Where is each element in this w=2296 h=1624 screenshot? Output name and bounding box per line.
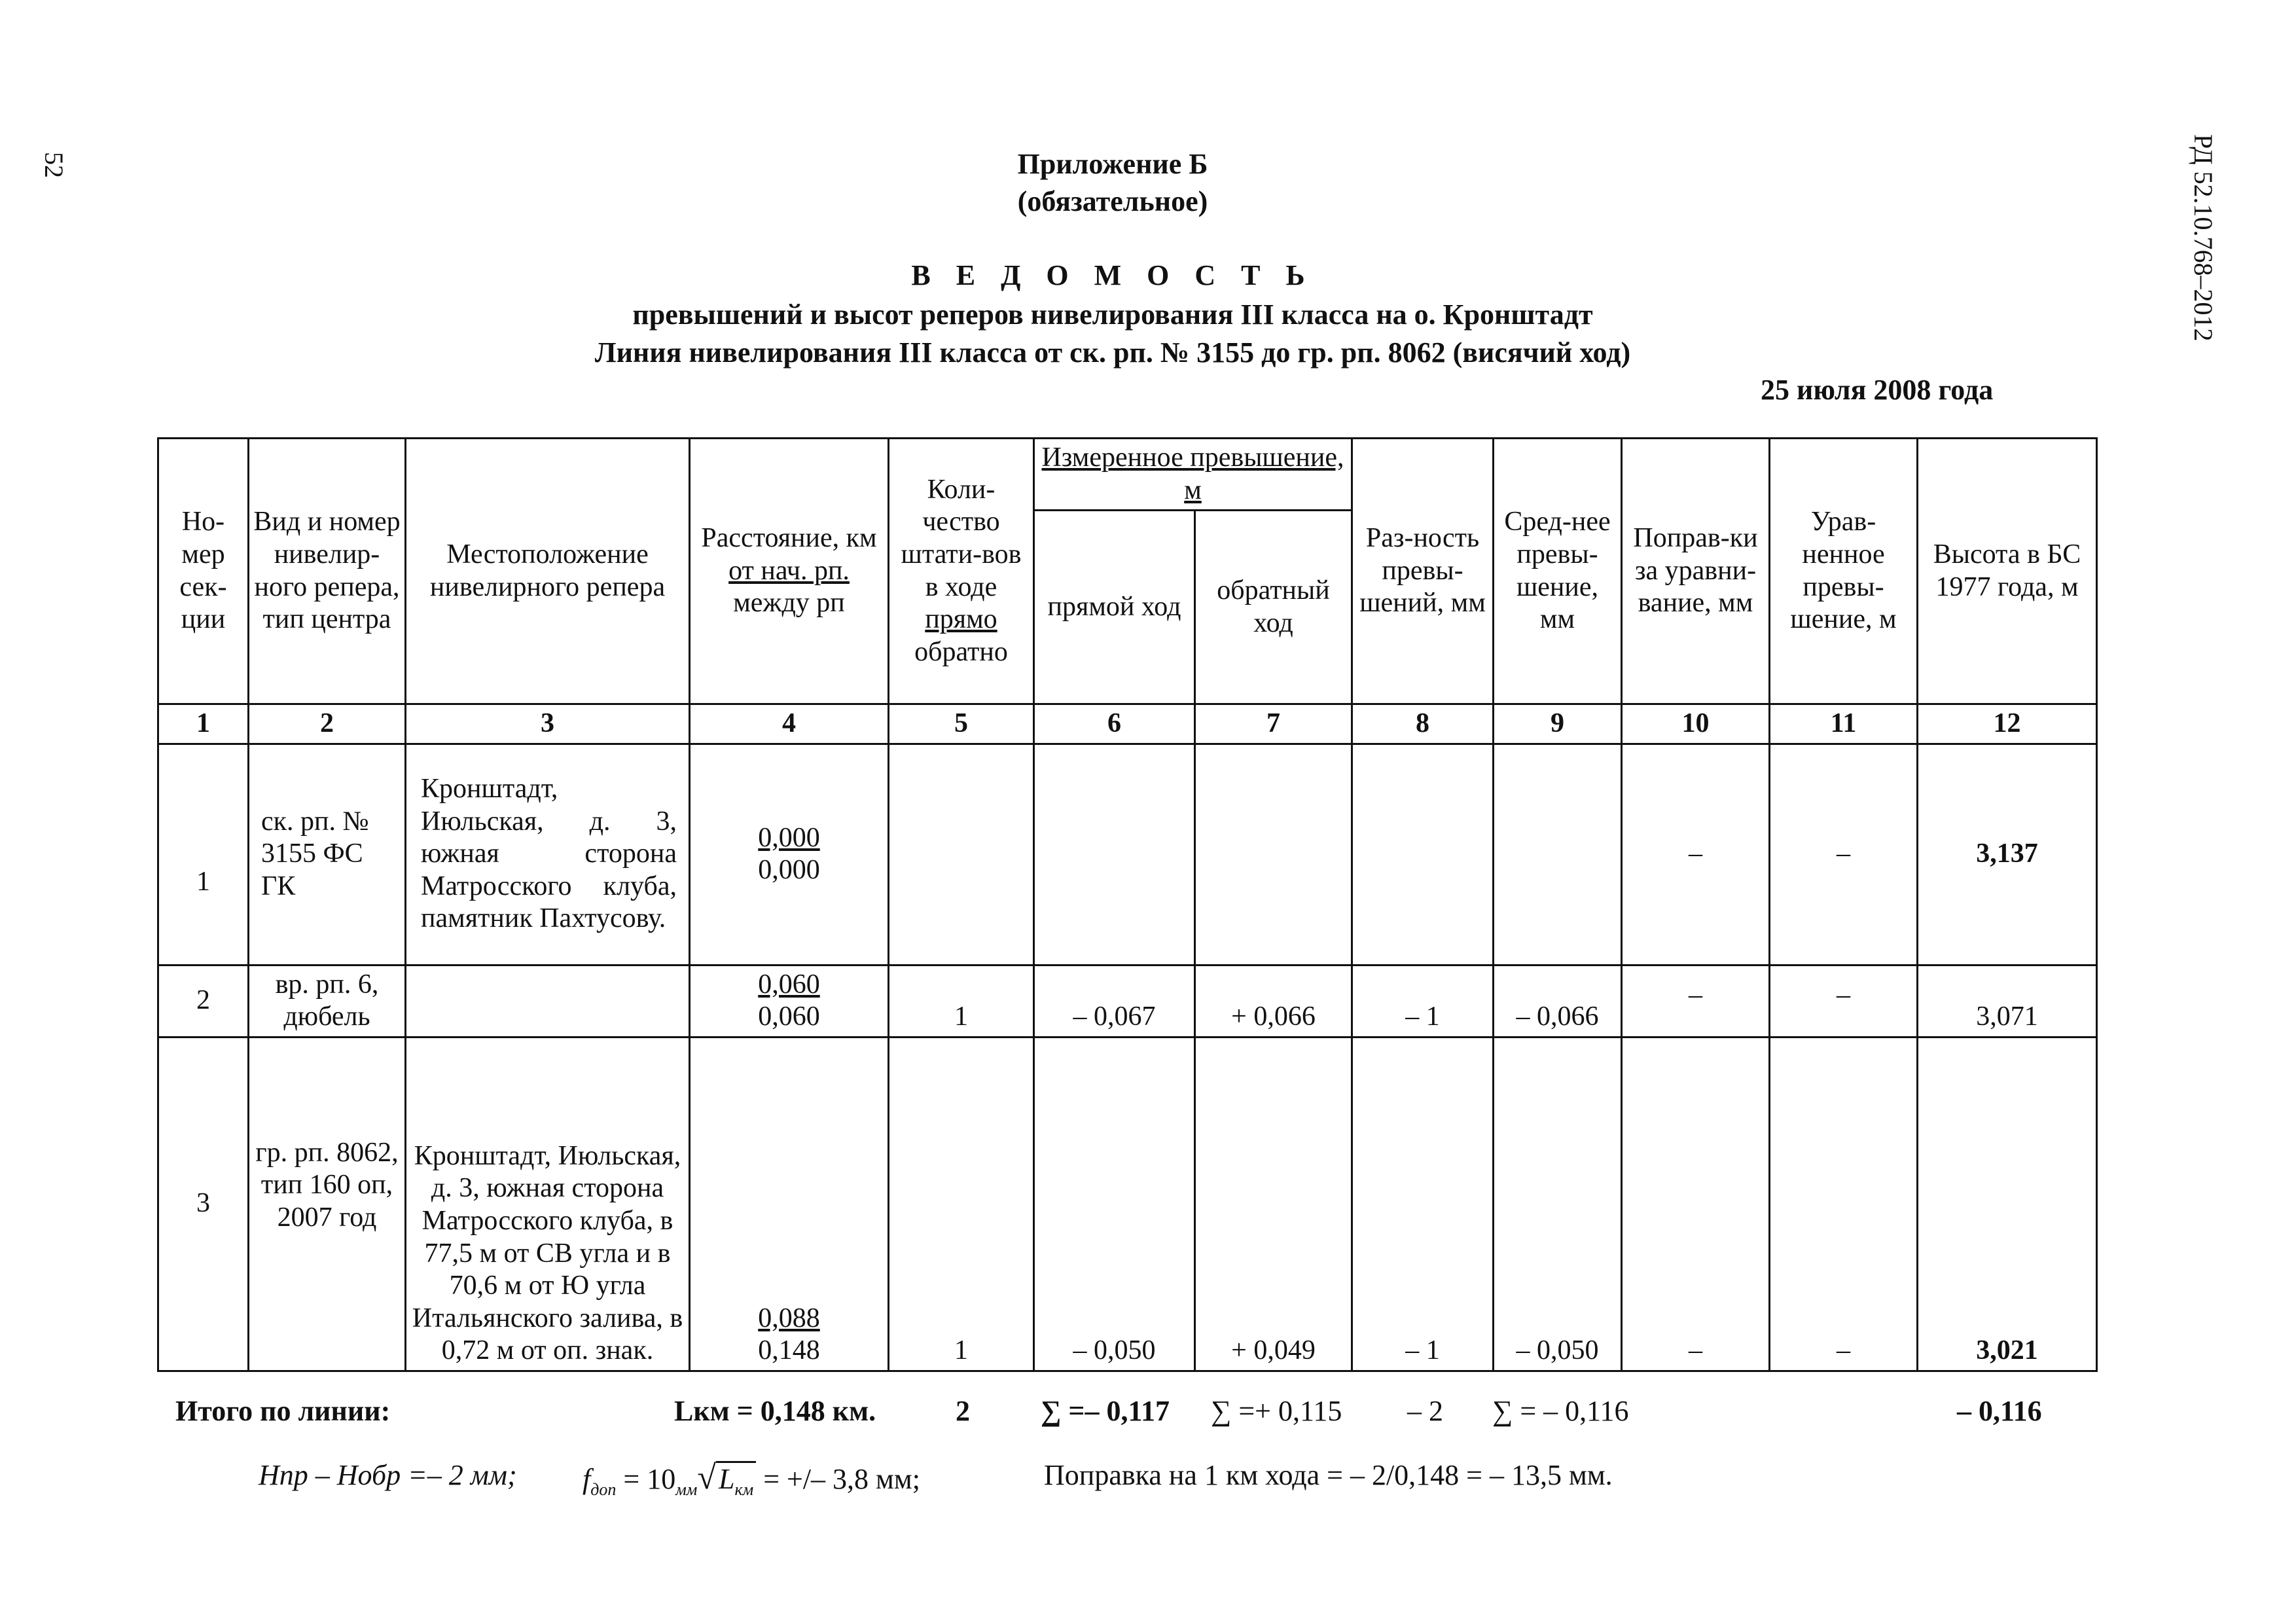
totals-sum-mean: ∑ = – 0,116: [1492, 1395, 1629, 1427]
col-number: 1: [158, 704, 249, 744]
f-equals: = 10: [616, 1463, 676, 1495]
formula-tolerance: [583, 1458, 920, 1500]
col-adjusted-header: Урав-ненное превы-шение, м: [1770, 439, 1918, 704]
f-symbol: f: [583, 1463, 591, 1495]
distance-from-start: 0,088: [758, 1303, 820, 1333]
correction-cell: –: [1622, 965, 1770, 1037]
mean-cell: – 0,066: [1494, 965, 1622, 1037]
col-backward-header: обратный ход: [1195, 511, 1352, 704]
adjusted-cell: –: [1770, 744, 1918, 965]
height-cell: 3,071: [1918, 965, 2097, 1037]
col-number: 4: [690, 704, 889, 744]
distance-from-start: 0,060: [758, 969, 820, 1000]
mark-location: Кронштадт, Июльская, д. 3, южная сторона Матросского клуба, в 77,5 м от СВ угла и в 70,6 м от Ю угла Итальянского залива, в 0,72 м от оп. знак.: [406, 1037, 690, 1371]
distance-cell: [690, 744, 889, 965]
L-subscript: км: [734, 1480, 754, 1499]
statement-date: 25 июля 2008 года: [1761, 374, 1994, 406]
table-row: [158, 965, 2097, 1037]
correction-per-km: Поправка на 1 км хода = – 2/0,148 = – 13,5 мм.: [1044, 1459, 1613, 1491]
distance-between: 0,000: [758, 855, 820, 886]
distance-cell: [690, 965, 889, 1037]
L-symbol: L: [718, 1463, 735, 1495]
root-sign: √: [697, 1459, 716, 1496]
correction-cell: –: [1622, 744, 1770, 965]
col-number: 10: [1622, 704, 1770, 744]
formula-misclosure: [259, 1458, 517, 1492]
col-number: 6: [1034, 704, 1195, 744]
page-number: 52: [39, 152, 69, 178]
mark-name: гр. рп. 8062, тип 160 оп, 2007 год: [249, 1037, 406, 1371]
totals-stations: 2: [956, 1395, 970, 1427]
sqrt-radicand: [716, 1461, 756, 1499]
col-number: 2: [249, 704, 406, 744]
forward-cell: – 0,067: [1034, 965, 1195, 1037]
mark-location: [406, 965, 690, 1037]
correction-cell: –: [1622, 1037, 1770, 1371]
col-stations-header: [889, 439, 1034, 704]
col-number: 8: [1352, 704, 1494, 744]
difference-cell: – 1: [1352, 965, 1494, 1037]
backward-cell: + 0,066: [1195, 965, 1352, 1037]
forward-cell: [1034, 744, 1195, 965]
section-number: 2: [158, 965, 249, 1037]
stations-forward-label: прямо: [925, 604, 997, 635]
mean-cell: – 0,050: [1494, 1037, 1622, 1371]
col-correction-header: Поправ-ки за уравни-вание, мм: [1622, 439, 1770, 704]
appendix-title: Приложение Б: [1017, 148, 1208, 180]
f-subscript: доп: [590, 1480, 617, 1499]
stations-cell: 1: [889, 965, 1034, 1037]
totals-difference: – 2: [1407, 1395, 1443, 1427]
appendix-mandatory: (обязательное): [1017, 185, 1208, 217]
leveling-table: [157, 437, 2098, 1372]
difference-cell: [1352, 744, 1494, 965]
mark-name: вр. рп. 6, дюбель: [249, 965, 406, 1037]
mean-cell: [1494, 744, 1622, 965]
table-row: [158, 744, 2097, 965]
col-height-header: Высота в БС 1977 года, м: [1918, 439, 2097, 704]
distance-between: 0,148: [758, 1335, 820, 1366]
col-difference-header: Раз-ность превы-шений, мм: [1352, 439, 1494, 704]
col-forward-header: прямой ход: [1034, 511, 1195, 704]
difference-cell: – 1: [1352, 1037, 1494, 1371]
distance-from-start: 0,000: [758, 822, 820, 853]
col-number: 7: [1195, 704, 1352, 744]
backward-cell: [1195, 744, 1352, 965]
forward-cell: – 0,050: [1034, 1037, 1195, 1371]
distance-between: 0,060: [758, 1001, 820, 1032]
col-number: 12: [1918, 704, 2097, 744]
mark-name: ск. рп. № 3155 ФС ГК: [249, 744, 406, 965]
mm-subscript: мм: [675, 1480, 698, 1499]
document-code: РД 52.10.768–2012: [2189, 134, 2218, 342]
section-number: 1: [158, 744, 249, 965]
table-row: [158, 1037, 2097, 1371]
adjusted-cell: –: [1770, 965, 1918, 1037]
col-mean-header: Сред-нее превы-шение, мм: [1494, 439, 1622, 704]
height-cell: 3,137: [1918, 744, 2097, 965]
leveling-line: Линия нивелирования III класса от ск. рп. № 3155 до гр. рп. 8062 (висячий ход): [594, 336, 1631, 369]
col-section-header: Но-мер сек-ции: [158, 439, 249, 704]
distance-from-start-label: от нач. рп.: [728, 555, 850, 586]
distance-cell: [690, 1037, 889, 1371]
col-number: 11: [1770, 704, 1918, 744]
col-number: 5: [889, 704, 1034, 744]
stations-cell: 1: [889, 1037, 1034, 1371]
col-number: 9: [1494, 704, 1622, 744]
distance-between-label: между рп: [733, 588, 845, 619]
height-cell: 3,021: [1918, 1037, 2097, 1371]
statement-title: В Е Д О М О С Т Ь: [911, 259, 1314, 291]
totals-height: – 0,116: [1957, 1395, 2042, 1427]
adjusted-cell: –: [1770, 1037, 1918, 1371]
stations-label: Коли-чество штати-вов в ходе: [901, 474, 1022, 602]
col-measured-header: Измеренное превышение, м: [1034, 439, 1352, 511]
totals-label: Итого по линии:: [175, 1395, 391, 1427]
section-number: 3: [158, 1037, 249, 1371]
statement-subtitle: превышений и высот реперов нивелирования III класса на о. Кронштадт: [632, 298, 1593, 331]
totals-sum-backward: ∑ =+ 0,115: [1211, 1395, 1342, 1427]
col-mark-header: Вид и номер нивелир-ного репера, тип центра: [249, 439, 406, 704]
stations-cell: [889, 744, 1034, 965]
backward-cell: + 0,049: [1195, 1037, 1352, 1371]
col-number: 3: [406, 704, 690, 744]
totals-sum-forward: ∑ =– 0,117: [1041, 1395, 1170, 1427]
col-distance-header: [690, 439, 889, 704]
totals-length: Lкм = 0,148 км.: [674, 1395, 876, 1427]
col-location-header: Местоположение нивелирного репера: [406, 439, 690, 704]
misclosure-text: Нпр – Нобр =– 2 мм;: [259, 1459, 517, 1491]
mark-location: Кронштадт, Июльская, д. 3, южная сторона Матросского клуба, памятник Пахтусову.: [406, 744, 690, 965]
distance-unit: Расстояние, км: [701, 523, 877, 554]
stations-backward-label: обратно: [914, 636, 1008, 667]
tolerance-value: = +/– 3,8 мм;: [756, 1463, 920, 1495]
